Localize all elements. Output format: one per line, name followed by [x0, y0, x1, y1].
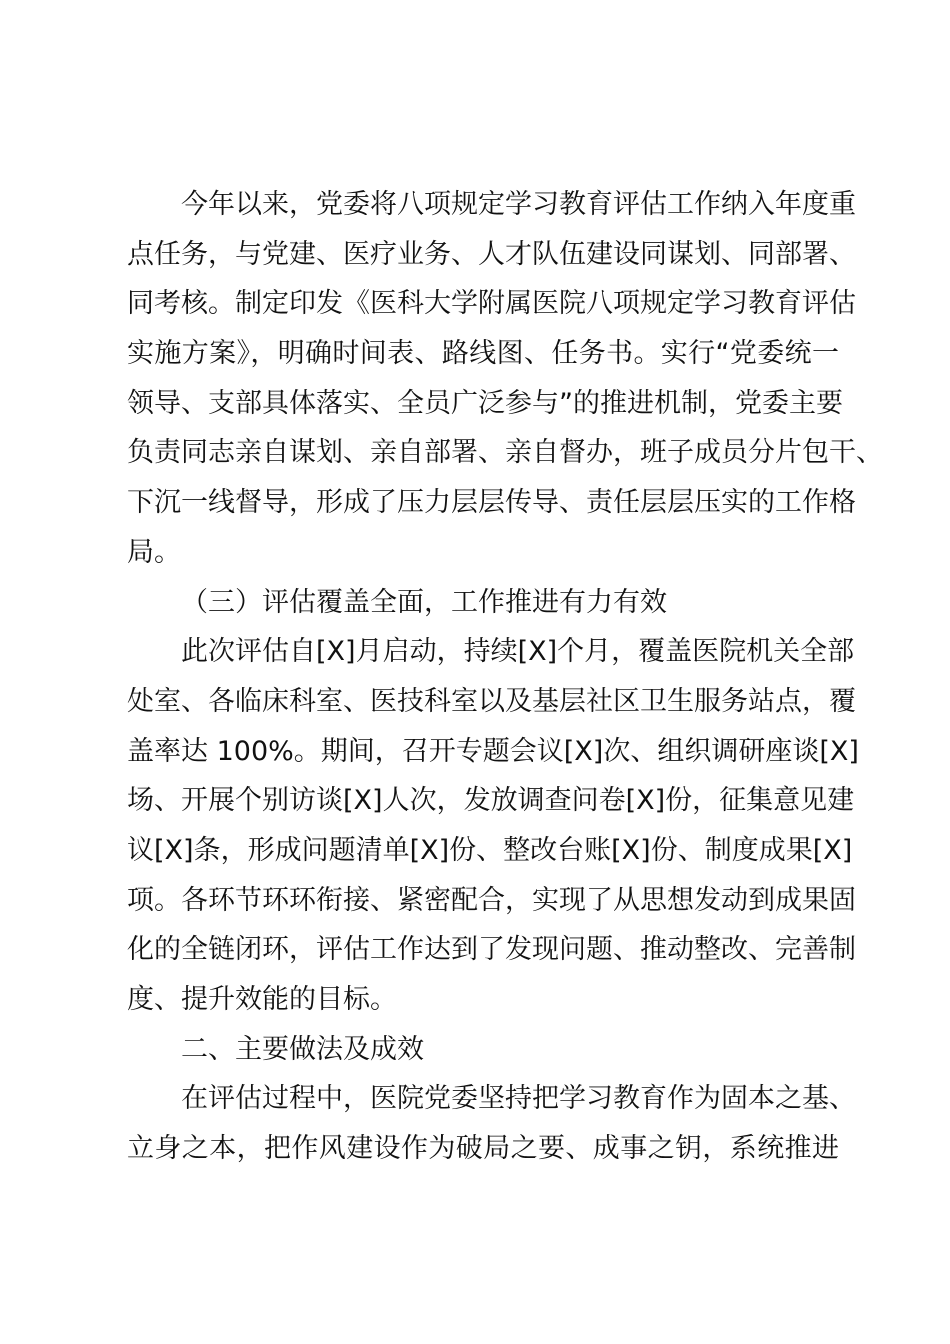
text-line: 在评估过程中，医院党委坚持把学习教育作为固本之基、: [181, 1083, 856, 1115]
text-line: 局。: [127, 536, 181, 568]
document-body: [127, 180, 883, 1174]
paragraph-coverage: [127, 627, 859, 1025]
text-line: 度、提升效能的目标。: [127, 984, 397, 1015]
text-line: 议[X]条，形成问题清单[X]份、整改台账[X]份、制度成果[X]: [127, 834, 853, 866]
section-heading-coverage: [127, 578, 839, 628]
heading-line: 二、主要做法及成效: [181, 1033, 424, 1065]
text-line: 实施方案》，明确时间表、路线图、任务书。实行“党委统一: [127, 338, 839, 370]
text-line: 项。各环节环环衔接、紧密配合，实现了从思想发动到成果固: [127, 884, 856, 916]
text-line: 下沉一线督导，形成了压力层层传导、责任层层压实的工作格: [127, 487, 856, 519]
text-line: 今年以来，党委将八项规定学习教育评估工作纳入年度重: [181, 189, 856, 220]
text-line: 此次评估自[X]月启动，持续[X]个月，覆盖医院机关全部: [181, 636, 855, 668]
text-line: 盖率达 100%。期间，召开专题会议[X]次、组织调研座谈[X]: [127, 735, 859, 767]
paragraph-practices: [127, 1074, 856, 1173]
text-line: 立身之本，把作风建设作为破局之要、成事之钥，系统推进: [127, 1133, 839, 1165]
text-line: 化的全链闭环，评估工作达到了发现问题、推动整改、完善制: [127, 934, 856, 966]
section-heading-main-practices: [127, 1025, 839, 1075]
paragraph-leadership: [127, 180, 883, 578]
text-line: 点任务，与党建、医疗业务、人才队伍建设同谋划、同部署、: [127, 238, 856, 270]
text-line: 领导、支部具体落实、全员广泛参与”的推进机制，党委主要: [127, 387, 843, 419]
text-line: 同考核。制定印发《医科大学附属医院八项规定学习教育评估: [127, 288, 856, 320]
heading-line: （三）评估覆盖全面，工作推进有力有效: [181, 586, 667, 618]
text-line: 处室、各临床科室、医技科室以及基层社区卫生服务站点，覆: [127, 685, 856, 717]
text-line: 负责同志亲自谋划、亲自部署、亲自督办，班子成员分片包干、: [127, 437, 883, 469]
text-line: 场、开展个别访谈[X]人次，发放调查问卷[X]份，征集意见建: [127, 785, 855, 817]
